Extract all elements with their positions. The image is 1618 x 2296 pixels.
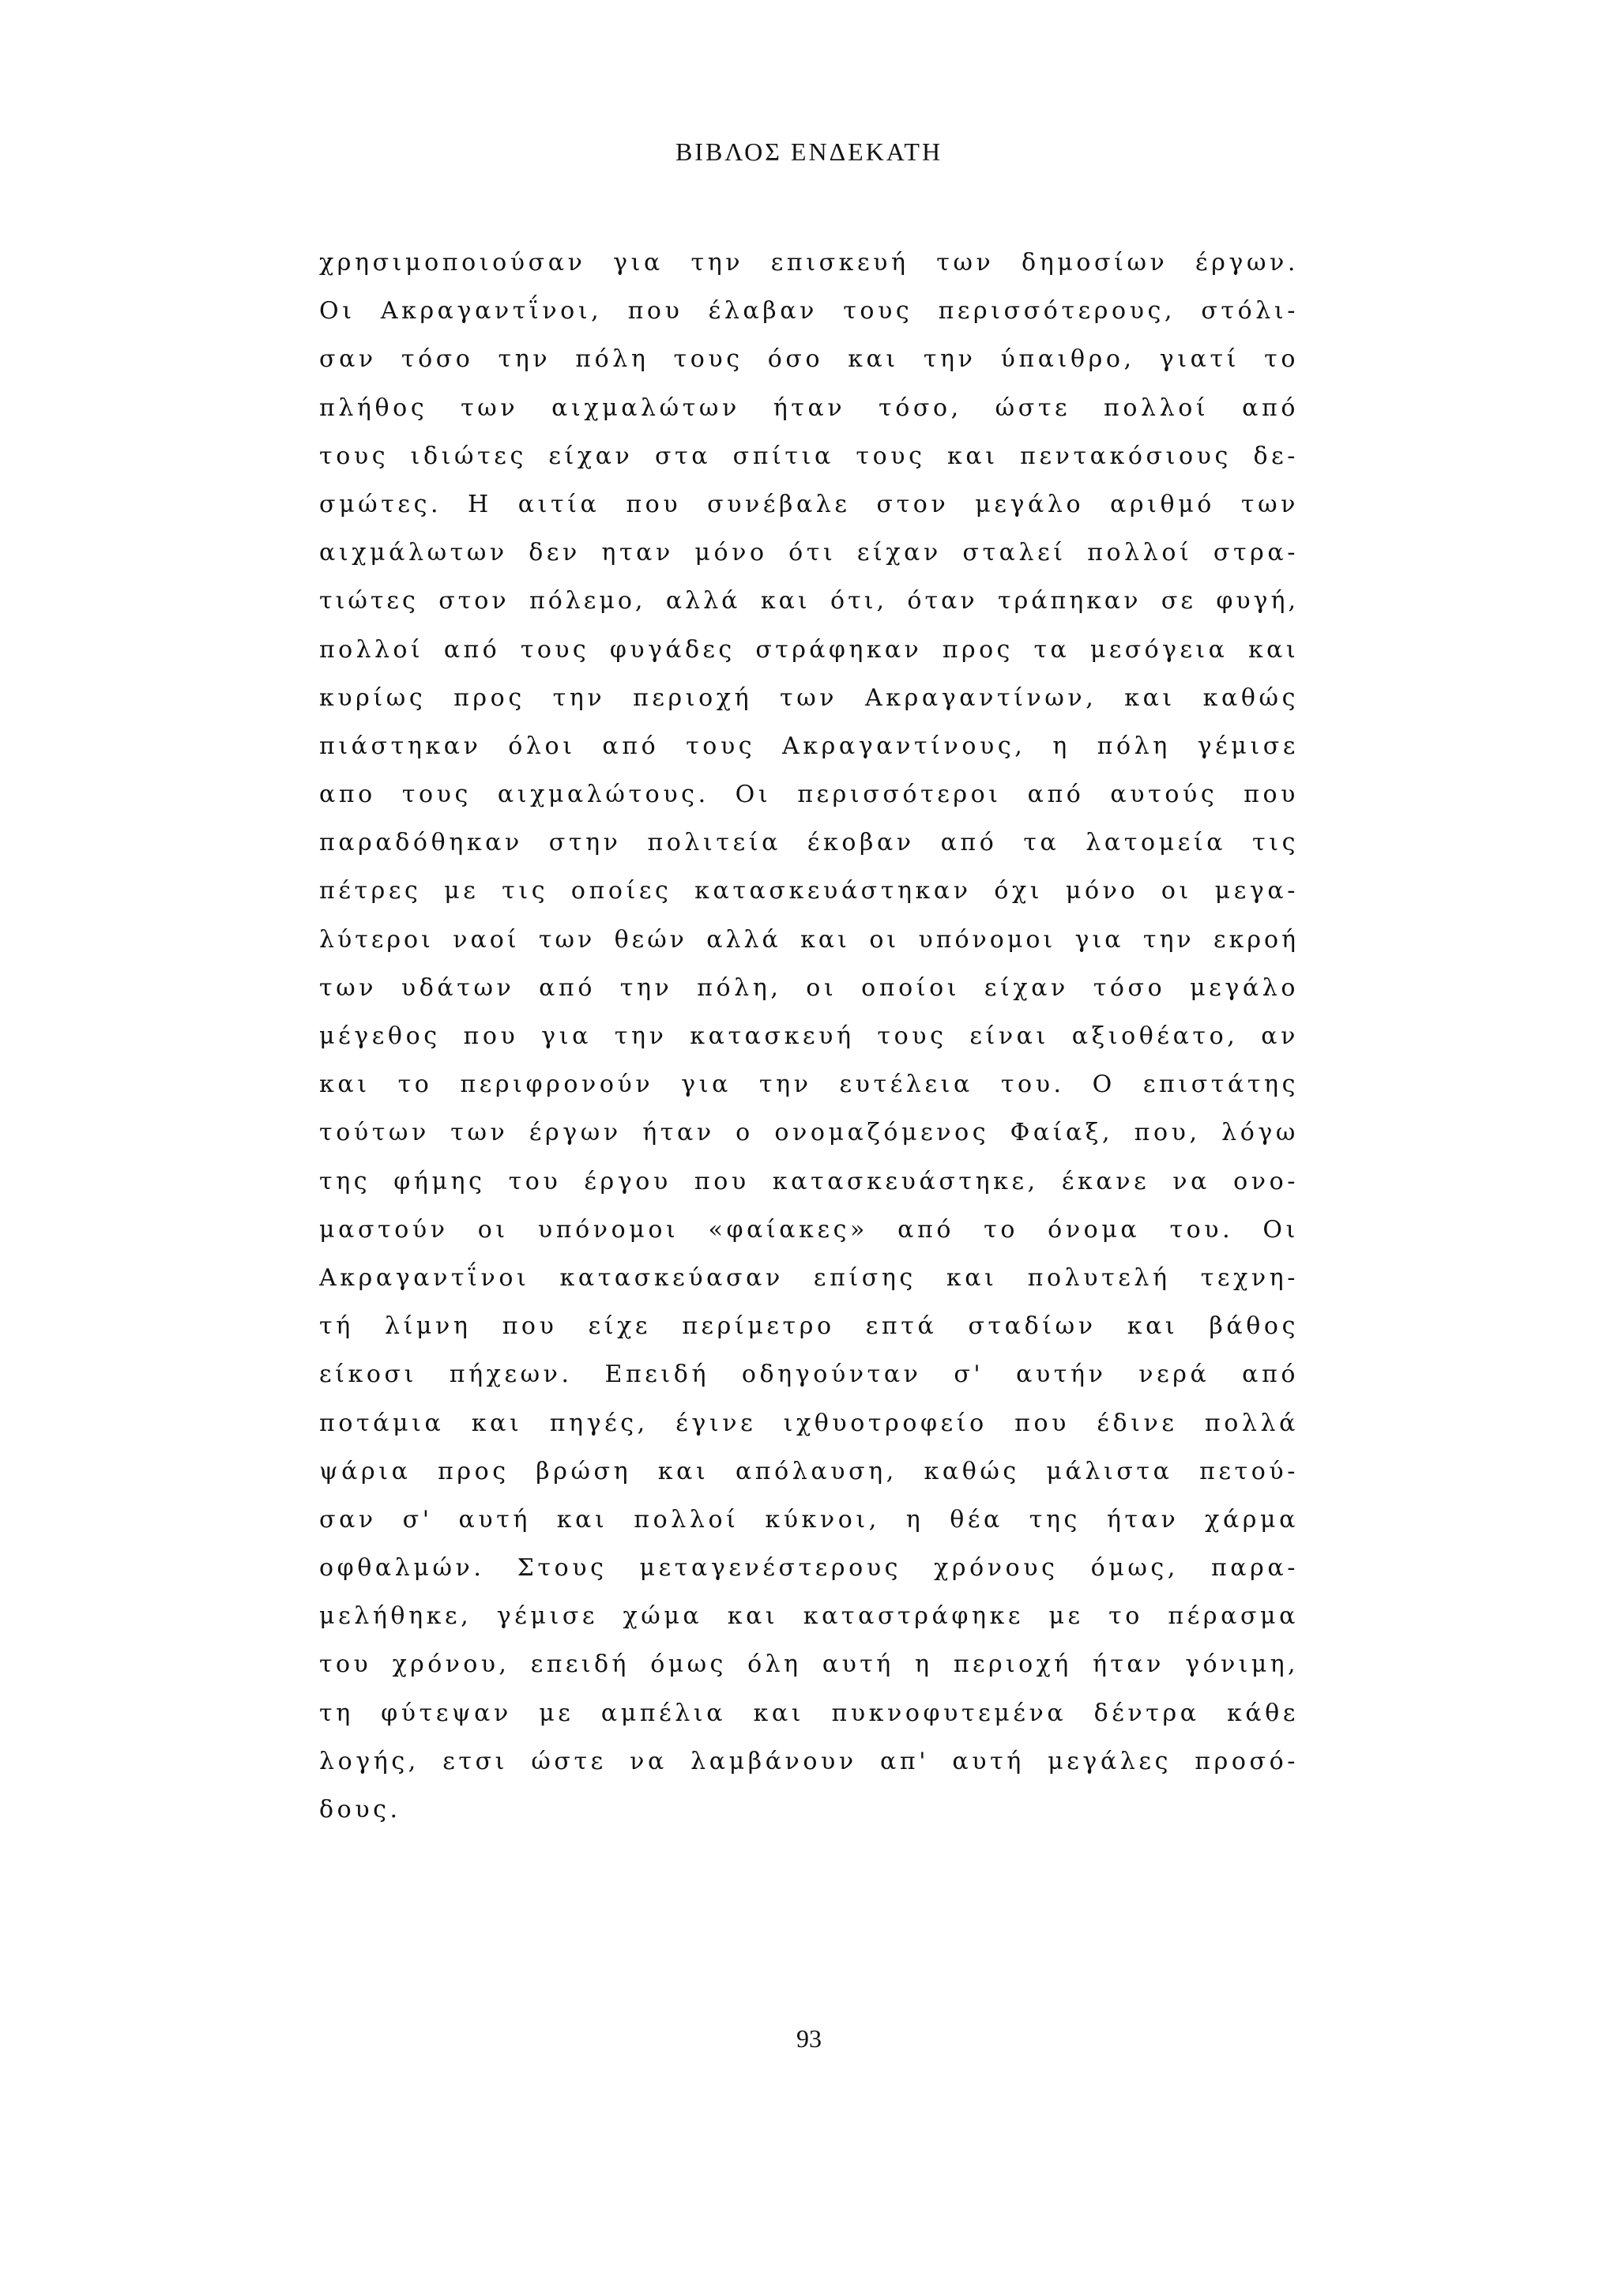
text-line: τή λίμνη που είχε περίμετρο επτά σταδίων και βάθος bbox=[319, 1312, 1299, 1341]
text-line: παραδόθηκαν στην πολιτεία έκοβαν από τα λατομεία τις bbox=[319, 829, 1299, 857]
text-line: και το περιφρονούν για την ευτέλεια του. Ο επιστάτης bbox=[319, 1071, 1299, 1099]
text-line: κυρίως προς την περιοχή των Ακραγαντίνων, και καθώς bbox=[319, 683, 1299, 712]
text-line: Ακραγαντΐνοι κατασκεύασαν επίσης και πολυτελή τεχνη- bbox=[319, 1263, 1299, 1292]
text-line: τους ιδιώτες είχαν στα σπίτια τους και πεντακόσιους δε- bbox=[319, 442, 1299, 470]
text-line: Οι Ακραγαντΐνοι, που έλαβαν τους περισσότερους, στόλι- bbox=[319, 297, 1299, 326]
text-line: της φήμης του έργου που κατασκευάστηκε, έκανε να ονο- bbox=[319, 1167, 1299, 1195]
text-line: δους. bbox=[319, 1796, 401, 1824]
text-line: ποτάμια και πηγές, έγινε ιχθυοτροφείο που έδινε πολλά bbox=[319, 1409, 1299, 1437]
text-line: λύτεροι ναοί των θεών αλλά και οι υπόνομοι για την εκροή bbox=[319, 925, 1299, 954]
text-line: σαν σ' αυτή και πολλοί κύκνοι, η θέα της ήταν χάρμα bbox=[319, 1505, 1299, 1534]
text-line: τιώτες στον πόλεμο, αλλά και ότι, όταν τράπηκαν σε φυγή, bbox=[319, 587, 1299, 615]
text-line: πιάστηκαν όλοι από τους Ακραγαντίνους, η πόλη γέμισε bbox=[319, 732, 1299, 760]
text-line: ψάρια προς βρώση και απόλαυση, καθώς μάλιστα πετού- bbox=[319, 1457, 1299, 1485]
running-head: ΒΙΒΛΟΣ ΕΝΔΕΚΑΤΗ bbox=[675, 137, 943, 166]
text-line: των υδάτων από την πόλη, οι οποίοι είχαν τόσο μεγάλο bbox=[319, 973, 1299, 1002]
text-line: μαστούν οι υπόνομοι «φαίακες» από το όνομα του. Οι bbox=[319, 1215, 1299, 1244]
body-text bbox=[319, 239, 1299, 1834]
text-line: λογής, ετσι ώστε να λαμβάνουν απ' αυτή μεγάλες προσό- bbox=[319, 1747, 1299, 1775]
page-number: 93 bbox=[796, 2024, 822, 2053]
text-line: είκοσι πήχεων. Επειδή οδηγούνταν σ' αυτήν νερά από bbox=[319, 1361, 1299, 1389]
text-line: σμώτες. Η αιτία που συνέβαλε στον μεγάλο αριθμό των bbox=[319, 490, 1299, 518]
text-line: τούτων των έργων ήταν ο ονομαζόμενος Φαίαξ, που, λόγω bbox=[319, 1119, 1299, 1147]
text-line: αιχμάλωτων δεν ηταν μόνο ότι είχαν σταλεί πολλοί στρα- bbox=[319, 539, 1299, 567]
text-line: του χρόνου, επειδή όμως όλη αυτή η περιοχή ήταν γόνιμη, bbox=[319, 1650, 1299, 1679]
text-line: χρησιμοποιούσαν για την επισκευή των δημοσίων έργων. bbox=[319, 249, 1299, 277]
text-line: μέγεθος που για την κατασκευή τους είναι αξιοθέατο, αν bbox=[319, 1022, 1299, 1050]
text-line: απο τους αιχμαλώτους. Οι περισσότεροι από αυτούς που bbox=[319, 781, 1299, 809]
text-line: πλήθος των αιχμαλώτων ήταν τόσο, ώστε πολλοί από bbox=[319, 393, 1299, 422]
text-line: οφθαλμών. Στους μεταγενέστερους χρόνους όμως, παρα- bbox=[319, 1554, 1299, 1583]
text-line: τη φύτεψαν με αμπέλια και πυκνοφυτεμένα δέντρα κάθε bbox=[319, 1699, 1299, 1727]
text-line: πέτρες με τις οποίες κατασκευάστηκαν όχι μόνο οι μεγα- bbox=[319, 877, 1299, 905]
text-line: σαν τόσο την πόλη τους όσο και την ύπαιθρο, γιατί το bbox=[319, 345, 1299, 374]
text-line: μελήθηκε, γέμισε χώμα και καταστράφηκε με το πέρασμα bbox=[319, 1602, 1299, 1631]
text-line: πολλοί από τους φυγάδες στράφηκαν προς τα μεσόγεια και bbox=[319, 635, 1299, 664]
